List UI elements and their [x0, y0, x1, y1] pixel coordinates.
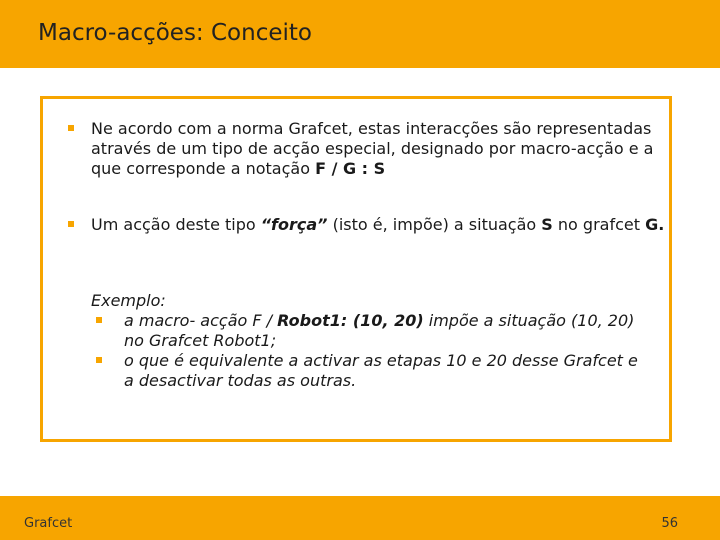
slide-title: Macro-acções: Conceito — [38, 20, 312, 46]
example-item-1: a macro- acção F / Robot1: (10, 20) impõe a situação (10, 20) no Grafcet Robot1; — [96, 311, 651, 351]
page-number: 56 — [661, 516, 678, 531]
bullet-marker-icon — [68, 125, 74, 131]
sub-bullet-marker-icon — [96, 317, 102, 323]
bullet-2-text: Um acção deste tipo “força” (isto é, impõe) a situação S no grafcet G. — [91, 215, 665, 234]
footer-label: Grafcet — [24, 516, 73, 531]
forca-quote: “força” — [260, 215, 328, 234]
robot1-ref: Robot1: (10, 20) — [277, 311, 424, 330]
content-box — [40, 96, 672, 442]
grafcet-g: G. — [645, 215, 665, 234]
footer-bar — [0, 496, 720, 540]
example-label: Exemplo: — [91, 291, 166, 310]
bullet-2 — [68, 215, 668, 235]
situation-s: S — [541, 215, 553, 234]
example-block — [91, 291, 651, 391]
sub-bullet-marker-icon — [96, 357, 102, 363]
bullet-marker-icon — [68, 221, 74, 227]
example-item-2: o que é equivalente a activar as etapas 10 e 20 desse Grafcet e a desactivar todas as outras. — [96, 351, 651, 391]
bullet-1 — [68, 119, 668, 179]
title-bar — [0, 0, 720, 68]
notation: F / G : S — [315, 159, 386, 178]
bullet-1-text: Ne acordo com a norma Grafcet, estas interacções são representadas através de um tipo de acção especial, designado por macro-acção e a que corresponde a notação F / G : S — [91, 119, 654, 178]
